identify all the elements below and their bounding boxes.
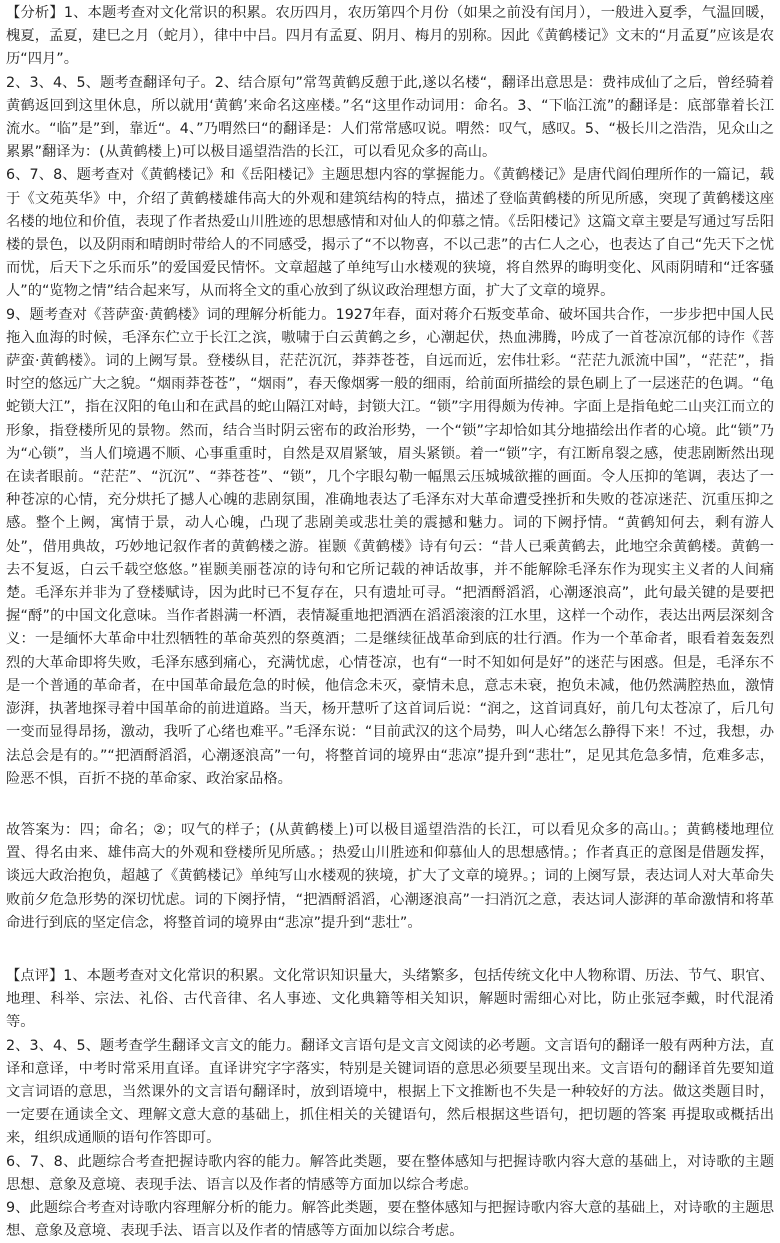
comment-paragraph: 【点评】1、本题考查对文化常识的积累。文化常识知识量大，头绪繁多，包括传统文化中人物称谓、历法、节气、职官、地理、科举、宗法、礼俗、古代音律、名人事迹、文化典籍等相关知识，解题时需细心对比，防止张冠李戴，时代混淆等。 <box>6 967 774 1031</box>
analysis-paragraph: 6、7、8、题考查对《黄鹤楼记》和《岳阳楼记》主题思想内容的掌握能力。《黄鹤楼记》是唐代阎伯理所作的一篇记，载于《文苑英华》中，介绍了黄鹤楼雄伟高大的外观和建筑结构的特点，描述了登临黄鹤楼的所见所感，突现了黄鹤楼这座名楼的地位和价值，表现了作者热爱山川胜迹的思想感情和对仙人的仰慕之情。《岳阳楼记》这篇文章主要是写通过写岳阳楼的景色，以及阴雨和晴朗时带给人的不同感受，揭示了“不以物喜，不以己悲”的古仁人之心，也表达了自己“先天下之忧而忧，后天下之乐而乐”的爱国爱民情怀。文章超越了单纯写山水楼观的狭境，将自然界的晦明变化、风雨阴晴和“迁客骚人”的“览物之情”结合起来写，从而将全文的重心放到了纵议政治理想方面，扩大了文章的境界。 <box>6 167 774 300</box>
section-spacer <box>6 935 774 965</box>
comment-paragraph: 2、3、4、5、题考查学生翻译文言文的能力。翻译文言语句是文言文阅读的必考题。文言语句的翻译一般有两种方法，直译和意译，中考时常采用直译。直译讲究字字落实，特别是关键词语的意思必须要呈现出来。文言语句的翻译首先要知道文言词语的意思，当然课外的文言语句翻译时，放到语境中，根据上下文推断也不失是一种较好的方法。做这类题目时，一定要在通读全文、理解文意大意的基础上，抓住相关的关键语句，然后根据这些语句，把切题的答案 再提取或概括出来，组织成通顺的语句作答即可。 <box>6 1037 774 1147</box>
comment-paragraph: 6、7、8、此题综合考查把握诗歌内容的能力。解答此类题，要在整体感知与把握诗歌内容大意的基础上，对诗歌的主题思想、意象及意境、表现手法、语言以及作者的情感等方面加以综合考虑。 <box>6 1153 774 1193</box>
comment-section <box>6 965 774 1243</box>
analysis-paragraph: 2、3、4、5、题考查翻译句子。2、结合原句”常驾黄鹤反憩于此,遂以名楼“，翻译出意思是：费祎成仙了之后，曾经骑着黄鹤返回到这里休息，所以就用‘黄鹤’来命名这座楼。”名“这里作动词用：命名。3、“下临江流”的翻译是：底部靠着长江流水。“临”是”到，靠近“。4、”乃喟然曰“的翻译是：人们常常感叹说。喟然：叹气，感叹。5、“极长川之浩浩，见众山之累累”翻译为：(从黄鹤楼上)可以极目遥望浩浩的长江，可以看见众多的高山。 <box>6 74 774 161</box>
analysis-paragraph: 【分析】1、本题考查对文化常识的积累。农历四月，农历第四个月份（如果之前没有闰月），一般进入夏季，气温回暖，槐夏，孟夏，建巳之月（蛇月），律中中吕。四月有孟夏、阴月、梅月的别称。因此《黄鹤楼记》文末的“月孟夏”应该是农历“四月”。 <box>6 5 774 68</box>
comment-paragraph: 9、此题综合考查对诗歌内容理解分析的能力。解答此类题，要在整体感知与把握诗歌内容大意的基础上，对诗歌的主题思想、意象及意境、表现手法、语言以及作者的情感等方面加以综合考虑。 <box>6 1199 774 1240</box>
answer-section <box>6 819 774 935</box>
analysis-paragraph: 9、题考查对《菩萨蛮·黄鹤楼》词的理解分析能力。1927年春，面对蒋介石叛变革命、破坏国共合作，一步步把中国人民拖入血海的时候，毛泽东伫立于长江之滨，嗷啸于白云黄鹤之乡，心潮起伏，热血沸腾，吟成了一首苍凉沉郁的诗作《菩萨蛮·黄鹤楼》。词的上阙写景。登楼纵目，茫茫沉沉，莽莽苍苍，自远而近，宏伟壮彩。“茫茫九派流中国”，“茫茫”，指时空的悠远广大之貌。“烟雨莽苍苍”，“烟雨”，春天像烟雾一般的细雨，给前面所描绘的景色刷上了一层迷茫的色调。“龟蛇锁大江”，指在汉阳的龟山和在武昌的蛇山隔江对峙，封锁大江。“锁”字用得颇为传神。字面上是指龟蛇二山夹江而立的形象，指登楼所见的景物。然而，结合当时阴云密布的政治形势，一个“锁”字却恰如其分地描绘出作者的心境。此“锁”乃为“心锁”，当人们境遇不顺、心事重重时，自然是双眉紧皱，眉头紧锁。着一“锁”字，有江断帛裂之感，使悲剧断然出现在读者眼前。“茫茫”、“沉沉”、“莽苍苍”、“锁”，几个字眼勾勒一幅黑云压城城欲摧的画面。令人压抑的笔调，表达了一种苍凉的心情，充分烘托了撼人心魄的悲剧氛围，准确地表达了毛泽东对大革命遭受挫折和失败的苍凉迷茫、沉重压抑之感。整个上阙，寓情于景，动人心魄，凸现了悲剧美或悲壮美的震撼和魅力。词的下阙抒情。“黄鹤知何去，剩有游人处”，借用典故，巧妙地记叙作者的黄鹤楼之游。崔颢《黄鹤楼》诗有句云：“昔人已乘黄鹤去，此地空余黄鹤楼。黄鹤一去不复返，白云千载空悠悠。”崔颢美丽苍凉的诗句和它所记载的神话故事，并不能解除毛泽东作为现实主义者的人间痛楚。毛泽东并非为了登楼赋诗，因为此时已不复存在，只有遗址可寻。“把酒酹滔滔，心潮逐浪高”，此句最关键的是要把握“酹”的中国文化意味。当作者斟满一杯酒，表情凝重地把酒洒在滔滔滚滚的江水里，这样一个动作，表达出两层深刻含义：一是缅怀大革命中壮烈牺牲的革命英烈的祭奠酒；二是继续征战革命到底的壮行酒。作为一个革命者，眼看着轰轰烈烈的大革命即将失败，毛泽东感到痛心，充满忧虑，心情苍凉，也有“一时不知如何是好”的迷茫与困惑。但是，毛泽东不是一个普通的革命者，在中国革命最危急的时候，他信念未灭，豪情未息，意志未衰，抱负未减，他仍然满腔热血，激情澎湃，执著地探寻着中国革命的前进道路。当天，杨开慧听了这首词后说：“润之，这首词真好，前几句太苍凉了，后几句一变而显得昂扬，激动，我听了心绪也难平。”毛泽东说：“目前武汉的这个局势，叫人心绪怎么静得下来！不过，我想，办法总会是有的。”“把酒酹滔滔，心潮逐浪高”一句，将整首词的境界由“悲凉”提升到“悲壮”，足见其危急多情，危难多志，险恶不惧，百折不挠的革命家、政治家品格。 <box>6 306 774 787</box>
section-spacer <box>6 791 774 819</box>
answer-paragraph: 故答案为：四；命名；②；叹气的样子；(从黄鹤楼上)可以极目遥望浩浩的长江，可以看见众多的高山。；黄鹤楼地理位置、得名由来、雄伟高大的外观和登楼所见所感。；热爱山川胜迹和仰慕仙人的思想感情。；作者真正的意图是借题发挥，谈远大政治抱负，超越了《黄鹤楼记》单纯写山水楼观的狭境，扩大了文章的境界。；词的上阕写景，表达词人对大革命失败前夕危急形势的深切忧虑。词的下阕抒情，“把酒酹滔滔，心潮逐浪高”一扫消沉之意，表达词人澎湃的革命激情和将革命进行到底的坚定信念，将整首词的境界由“悲凉”提升到“悲壮”。 <box>6 821 774 931</box>
analysis-section <box>6 2 774 791</box>
